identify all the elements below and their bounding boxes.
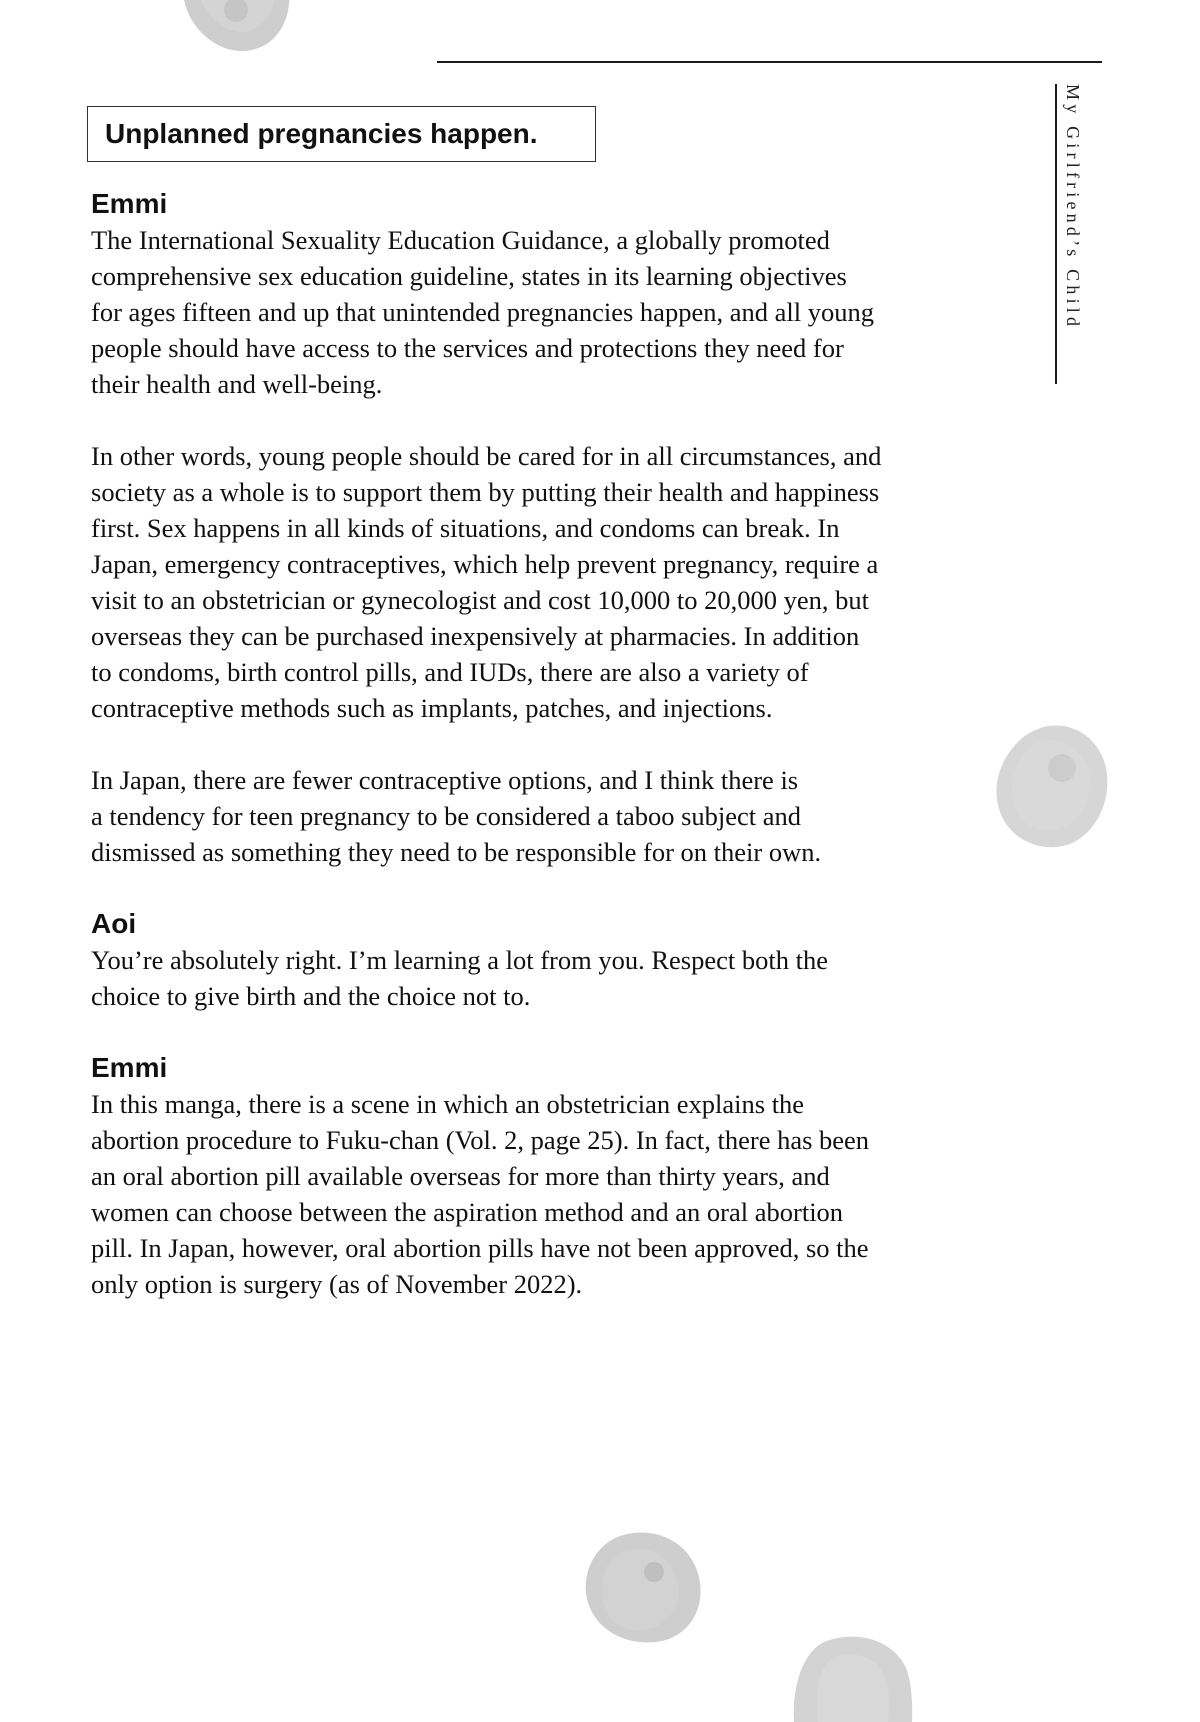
speaker-name: Aoi <box>91 908 137 939</box>
text-line: contraceptive methods such as implants, patches, and injections. <box>91 693 773 723</box>
dialogue-content <box>91 186 1041 1338</box>
dialogue-turn <box>91 906 1041 1014</box>
text-line: pill. In Japan, however, oral abortion pills have not been approved, so the <box>91 1233 869 1263</box>
dialogue-paragraph <box>91 942 1041 1014</box>
text-line: comprehensive sex education guideline, states in its learning objectives <box>91 261 847 291</box>
speaker-name: Emmi <box>91 1052 168 1083</box>
text-line: for ages fifteen and up that unintended pregnancies happen, and all young <box>91 297 874 327</box>
top-rule <box>437 61 1102 63</box>
dialogue-turn <box>91 186 1041 870</box>
text-line: a tendency for teen pregnancy to be considered a taboo subject and <box>91 801 802 831</box>
text-line: women can choose between the aspiration method and an oral abortion <box>91 1197 844 1227</box>
text-line: overseas they can be purchased inexpensively at pharmacies. In addition <box>91 621 860 651</box>
watercolor-blot-bottom <box>580 1528 710 1644</box>
watercolor-blot-bottom-right <box>788 1632 918 1722</box>
section-heading: Unplanned pregnancies happen. <box>87 106 596 162</box>
text-line: In this manga, there is a scene in which an obstetrician explains the <box>91 1089 805 1119</box>
text-line: You’re absolutely right. I’m learning a lot from you. Respect both the <box>91 945 828 975</box>
dialogue-paragraph <box>91 438 1041 726</box>
text-line: to condoms, birth control pills, and IUDs, there are also a variety of <box>91 657 809 687</box>
text-line: The International Sexuality Education Guidance, a globally promoted <box>91 225 830 255</box>
dialogue-paragraph <box>91 222 1041 402</box>
text-line: first. Sex happens in all kinds of situations, and condoms can break. In <box>91 513 840 543</box>
dialogue-turn <box>91 1050 1041 1302</box>
dialogue-paragraph <box>91 1086 1041 1302</box>
text-line: choice to give birth and the choice not to. <box>91 981 531 1011</box>
text-line: dismissed as something they need to be responsible for on their own. <box>91 837 822 867</box>
text-line: visit to an obstetrician or gynecologist and cost 10,000 to 20,000 yen, but <box>91 585 869 615</box>
text-line: an oral abortion pill available overseas for more than thirty years, and <box>91 1161 830 1191</box>
dialogue-paragraph <box>91 762 1041 870</box>
watercolor-blot-top <box>176 0 296 62</box>
text-line: In Japan, there are fewer contraceptive options, and I think there is <box>91 765 799 795</box>
text-line: society as a whole is to support them by putting their health and happiness <box>91 477 880 507</box>
running-title: My Girlfriend’s Child <box>1063 84 1083 331</box>
text-line: abortion procedure to Fuku-chan (Vol. 2, page 25). In fact, there has been <box>91 1125 870 1155</box>
text-line: only option is surgery (as of November 2022). <box>91 1269 583 1299</box>
speaker-name: Emmi <box>91 188 168 219</box>
text-line: people should have access to the services and protections they need for <box>91 333 844 363</box>
text-line: their health and well-being. <box>91 369 383 399</box>
text-line: In other words, young people should be cared for in all circumstances, and <box>91 441 882 471</box>
text-line: Japan, emergency contraceptives, which help prevent pregnancy, require a <box>91 549 879 579</box>
